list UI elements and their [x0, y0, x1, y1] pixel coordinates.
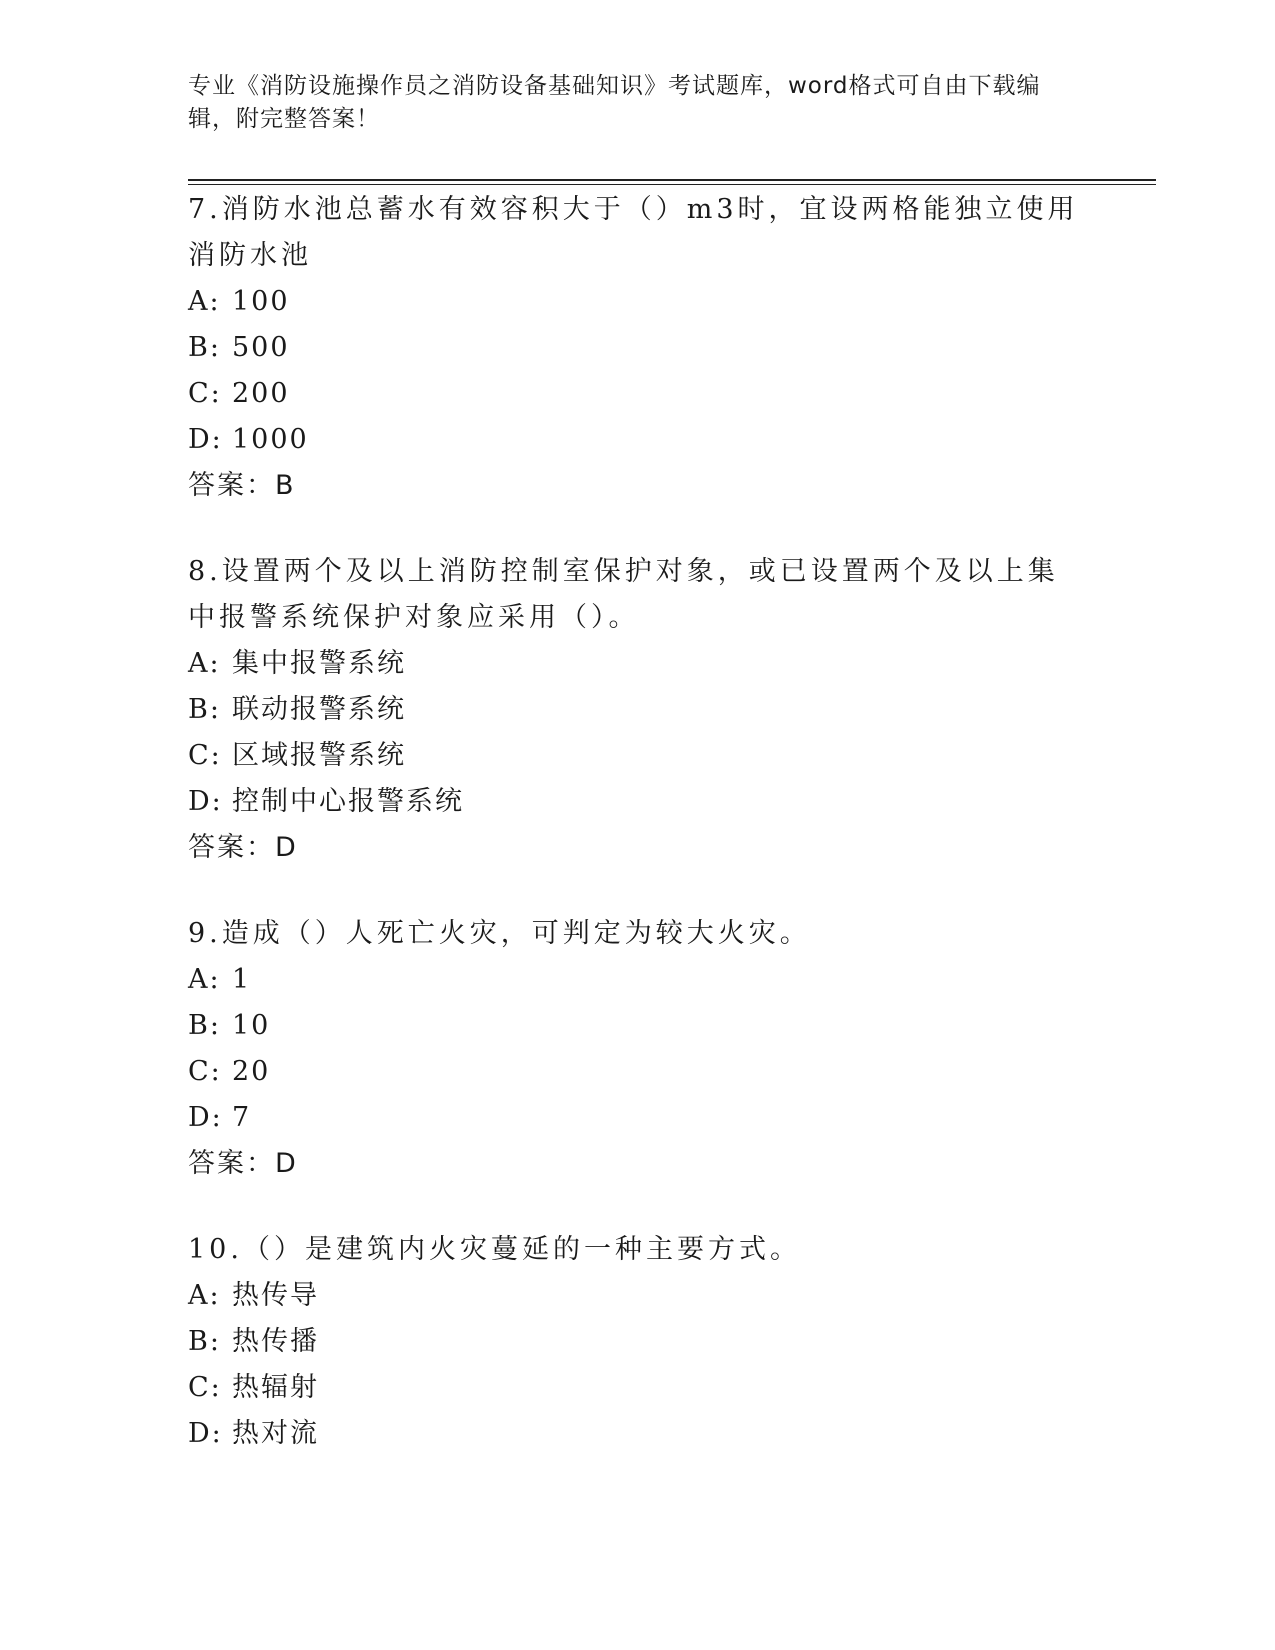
option-key: C:	[188, 378, 222, 409]
option-text: 热传播	[232, 1326, 319, 1357]
option-text: 联动报警系统	[232, 694, 406, 725]
option-key: C:	[188, 1056, 222, 1087]
option-a	[188, 641, 1088, 687]
option-key: D:	[188, 424, 223, 455]
option-text: 热辐射	[232, 1372, 319, 1403]
option-key: D:	[188, 1418, 223, 1449]
answer-line: 答案：B	[188, 470, 296, 501]
option-text: 200	[232, 378, 290, 409]
option-key: B:	[188, 332, 221, 363]
question-9	[188, 911, 1088, 1187]
option-key: C:	[188, 740, 222, 771]
option-text: 1000	[232, 424, 309, 455]
option-a	[188, 1273, 1088, 1319]
option-text: 500	[232, 332, 290, 363]
header-divider-thick	[188, 179, 1156, 181]
option-b	[188, 687, 1088, 733]
option-text: 20	[232, 1056, 271, 1087]
option-key: D:	[188, 1102, 223, 1133]
option-text: 100	[232, 286, 290, 317]
option-b	[188, 1003, 1088, 1049]
option-d	[188, 417, 1088, 463]
document-header: 专业《消防设施操作员之消防设备基础知识》考试题库，word格式可自由下载编辑，附完整答案！	[188, 73, 1041, 132]
option-key: A:	[188, 648, 221, 679]
option-text: 10	[232, 1010, 271, 1041]
answer-line: 答案：D	[188, 1148, 298, 1179]
option-d	[188, 1095, 1088, 1141]
header-divider-thin	[188, 184, 1156, 185]
option-key: D:	[188, 786, 223, 817]
option-key: A:	[188, 286, 221, 317]
option-text: 控制中心报警系统	[232, 786, 464, 817]
option-key: C:	[188, 1372, 222, 1403]
option-b	[188, 325, 1088, 371]
option-text: 7	[232, 1102, 252, 1133]
option-text: 1	[232, 964, 252, 995]
answer-line: 答案：D	[188, 832, 298, 863]
option-c	[188, 1049, 1088, 1095]
question-10	[188, 1227, 1088, 1457]
option-d	[188, 779, 1088, 825]
option-key: A:	[188, 1280, 221, 1311]
option-a	[188, 957, 1088, 1003]
question-7	[188, 187, 1088, 509]
question-8	[188, 549, 1088, 871]
question-stem: 7.消防水池总蓄水有效容积大于（）m3时，宜设两格能独立使用消防水池	[188, 194, 1079, 271]
option-key: B:	[188, 1326, 221, 1357]
option-text: 热对流	[232, 1418, 319, 1449]
option-text: 集中报警系统	[232, 648, 406, 679]
option-c	[188, 733, 1088, 779]
question-stem: 8.设置两个及以上消防控制室保护对象，或已设置两个及以上集中报警系统保护对象应采用（）。	[188, 556, 1059, 633]
option-text: 区域报警系统	[232, 740, 406, 771]
option-key: A:	[188, 964, 221, 995]
option-key: B:	[188, 1010, 221, 1041]
option-c	[188, 371, 1088, 417]
option-key: B:	[188, 694, 221, 725]
question-stem: 10.（）是建筑内火灾蔓延的一种主要方式。	[188, 1234, 801, 1265]
question-stem: 9.造成（）人死亡火灾，可判定为较大火灾。	[188, 918, 811, 949]
option-a	[188, 279, 1088, 325]
option-b	[188, 1319, 1088, 1365]
option-text: 热传导	[232, 1280, 319, 1311]
option-c	[188, 1365, 1088, 1411]
option-d	[188, 1411, 1088, 1457]
